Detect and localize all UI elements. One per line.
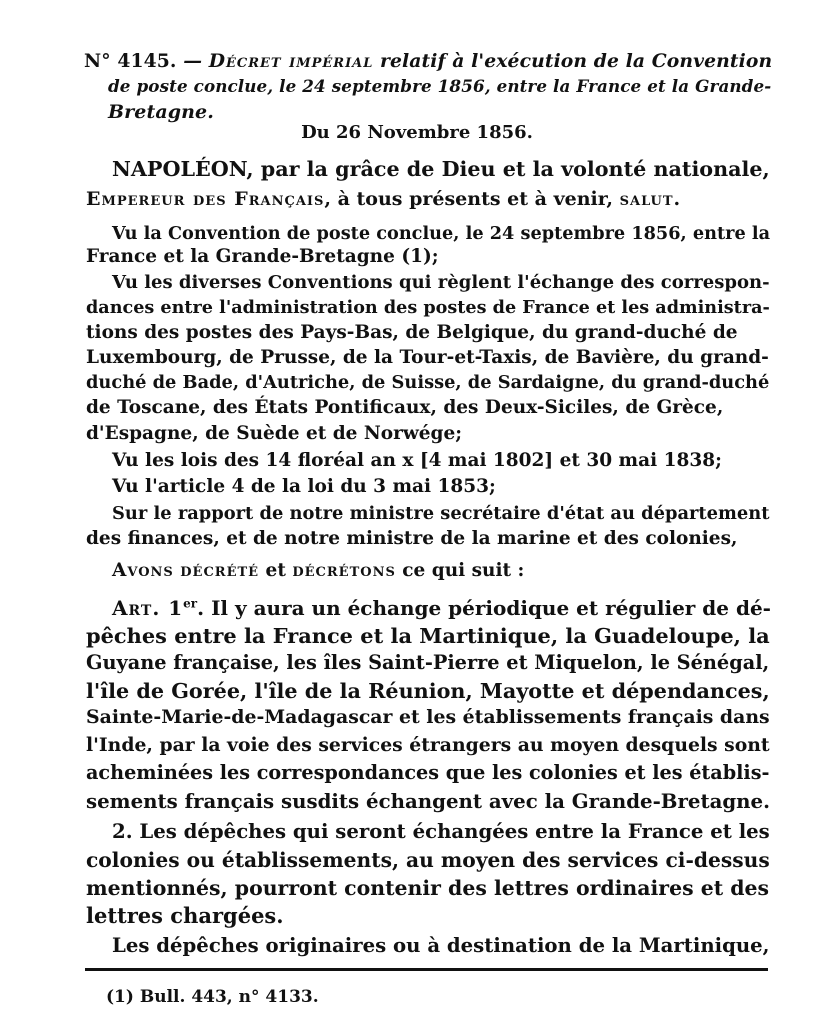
- consideration-line: Luxembourg, de Prusse, de la Tour-et-Taxis, de Bavière, du grand-: [86, 347, 769, 368]
- consideration-line: France et la Grande-Bretagne (1);: [86, 246, 439, 267]
- decree-title-rest: relatif à l'exécution de la Convention: [373, 50, 773, 72]
- decree-intro-rest: ce qui suit :: [402, 560, 525, 581]
- consideration-line: dances entre l'administration des postes de France et les administra-: [86, 297, 770, 318]
- article-1-line: Guyane française, les îles Saint-Pierre et Miquelon, le Sénégal,: [86, 651, 770, 674]
- emperor-title: Empereur des Français: [86, 188, 325, 210]
- decree-title-line-3: Bretagne.: [108, 101, 214, 123]
- emperor-rest: , à tous présents et à venir,: [324, 188, 620, 210]
- decree-title-line-1: [84, 50, 772, 72]
- footnote: (1) Bull. 443, n° 4133.: [106, 987, 319, 1007]
- decree-number: N° 4145.: [84, 50, 177, 72]
- footnote-rule: [85, 968, 768, 971]
- decree-intro-avons: Avons: [112, 560, 174, 581]
- consideration-line: d'Espagne, de Suède et de Norwége;: [86, 423, 463, 444]
- consideration-line: duché de Bade, d'Autriche, de Suisse, de Sardaigne, du grand-duché: [86, 372, 770, 393]
- decree-intro-decrete: décrété: [180, 560, 260, 581]
- consideration-line: Sur le rapport de notre ministre secrétaire d'état au département: [112, 503, 770, 524]
- decree-intro-decretons: décrétons: [292, 560, 396, 581]
- article-2-line: lettres chargées.: [86, 903, 284, 928]
- title-dash: —: [183, 50, 203, 72]
- consideration-line: Vu les diverses Conventions qui règlent l'échange des correspon-: [112, 272, 770, 293]
- decree-title-line-2: de poste conclue, le 24 septembre 1856, entre la France et la Grande-: [108, 76, 772, 96]
- consideration-line: Vu la Convention de poste conclue, le 24 septembre 1856, entre la: [112, 223, 771, 244]
- salut: salut.: [619, 188, 682, 210]
- article-1-line: acheminées les correspondances que les colonies et les établis-: [86, 761, 770, 784]
- article-1-line: sements français susdits échangent avec la Grande-Bretagne.: [86, 789, 770, 813]
- consideration-line: des finances, et de notre ministre de la marine et des colonies,: [86, 528, 738, 549]
- article-1-text: . Il y aura un échange périodique et régulier de dé-: [197, 596, 771, 620]
- article-1-line: pêches entre la France et la Martinique, la Guadeloupe, la: [86, 623, 770, 648]
- consideration-line: Vu les lois des 14 floréal an x [4 mai 1802] et 30 mai 1838;: [112, 450, 722, 471]
- emperor-line: [86, 188, 681, 210]
- article-1-line: l'Inde, par la voie des services étrangers au moyen desquels sont: [86, 734, 770, 756]
- napoleon-line: NAPOLÉON, par la grâce de Dieu et la volonté nationale,: [112, 157, 770, 181]
- decree-intro: [112, 560, 524, 581]
- article-1-first-line: [112, 596, 771, 620]
- article-2-line: mentionnés, pourront contenir des lettres ordinaires et des: [86, 876, 770, 900]
- consideration-line: Vu l'article 4 de la loi du 3 mai 1853;: [112, 476, 496, 497]
- last-line: Les dépêches originaires ou à destination de la Martinique,: [112, 934, 770, 957]
- consideration-line: tions des postes des Pays-Bas, de Belgique, du grand-duché de: [86, 322, 738, 343]
- article-1-sup: er: [183, 596, 198, 611]
- decree-intro-et: et: [265, 560, 286, 581]
- consideration-line: de Toscane, des États Pontificaux, des Deux-Siciles, de Grèce,: [86, 397, 724, 418]
- decree-type: Décret impérial: [208, 50, 374, 72]
- article-2-line: 2. Les dépêches qui seront échangées entre la France et les: [112, 820, 770, 843]
- article-1-line: Sainte-Marie-de-Madagascar et les établissements français dans: [86, 706, 770, 728]
- article-2-line: colonies ou établissements, au moyen des services ci-dessus: [86, 848, 770, 872]
- article-1-label: Art. 1: [112, 596, 184, 620]
- decree-date: Du 26 Novembre 1856.: [301, 122, 533, 143]
- article-1-line: l'île de Gorée, l'île de la Réunion, Mayotte et dépendances,: [86, 679, 770, 703]
